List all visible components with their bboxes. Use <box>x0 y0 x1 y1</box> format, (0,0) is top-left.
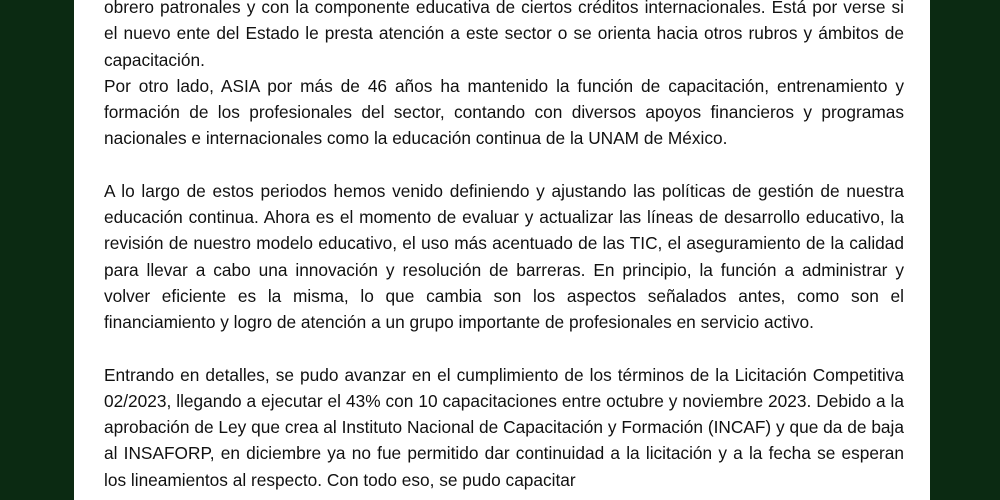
paragraph-3: A lo largo de estos periodos hemos venido definiendo y ajustando las políticas de gestión de nuestra educación continua. Ahora es el momento de evaluar y actualizar las líneas de desarrollo educativo, la revisión de nuestro modelo educativo, el uso más acentuado de las TIC, el aseguramiento de la calidad para llevar a cabo una innovación y resolución de barreras. En principio, la función a administrar y volver eficiente es la misma, lo que cambia son los aspectos señalados antes, como son el financiamiento y logro de atención a un grupo importante de profesionales en servicio activo. <box>104 180 904 333</box>
paragraph-2: Por otro lado, ASIA por más de 46 años ha mantenido la función de capacitación, entrenamiento y formación de los profesionales del sector, contando con diversos apoyos financieros y programas nacionales e internacionales como la educación continua de la UNAM de México. <box>104 75 904 149</box>
document-body <box>104 0 904 493</box>
paragraph-4: Entrando en detalles, se pudo avanzar en el cumplimiento de los términos de la Licitación Competitiva 02/2023, llegando a ejecutar el 43% con 10 capacitaciones entre octubre y noviembre 2023. Debido a la aprobación de Ley que crea al Instituto Nacional de Capacitación y Formación (INCAF) y que da de baja al INSAFORP, en diciembre ya no fue permitido dar continuidad a la licitación y a la fecha se esperan los lineamientos al respecto. Con todo eso, se pudo capacitar <box>104 364 904 490</box>
paragraph-1: obrero patronales y con la componente educativa de ciertos créditos internacionales. Está por verse si el nuevo ente del Estado le presta atención a este sector o se orienta hacia otros rubros y ámbitos de capacitación. <box>104 0 904 70</box>
